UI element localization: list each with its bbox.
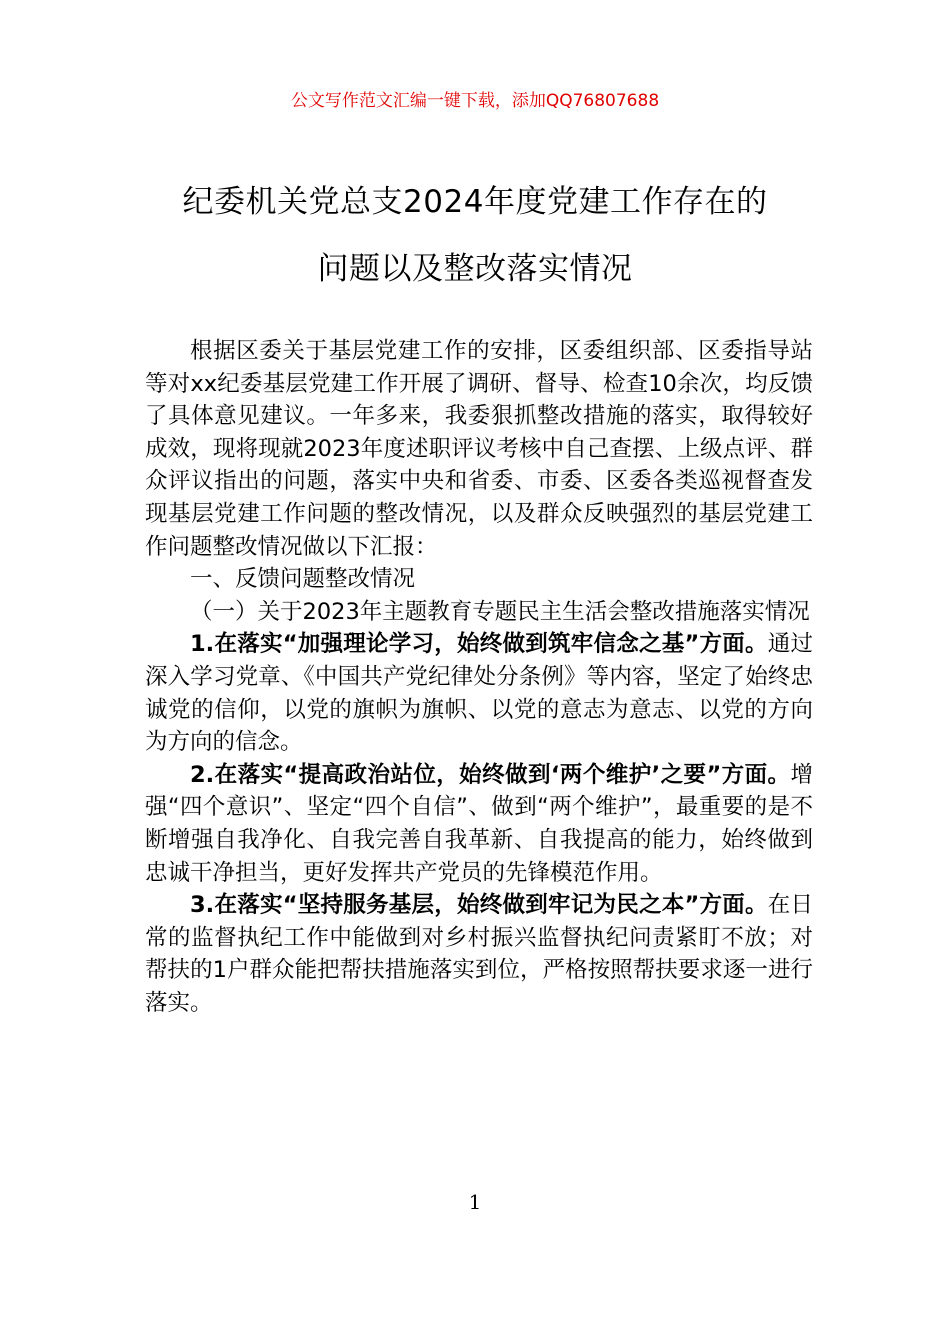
document-title-line-1: 纪委机关党总支2024年度党建工作存在的 (182, 184, 768, 220)
paragraph-text: 在日常的监督执纪工作中能做到对乡村振兴监督执纪问责紧盯不放；对帮扶的1户群众能把帮扶措施落实到位，严格按照帮扶要求逐一进行落实。 (145, 892, 813, 1016)
paragraph-text: 通过深入学习党章、《中国共产党纪律处分条例》等内容，坚定了始终忠诚党的信仰，以党的旗帜为旗帜、以党的意志为意志、以党的方向为方向的信念。 (145, 631, 813, 756)
header-note: 公文写作范文汇编一键下载，添加QQ76807688 (290, 91, 660, 111)
paragraph-lead: 3.在落实“坚持服务基层，始终做到牢记为民之本”方面。 (190, 892, 768, 919)
paragraph-text: 增强“四个意识”、坚定“四个自信”、做到“两个维护”，最重要的是不断增强自我净化、自我完善自我革新、自我提高的能力，始终做到忠诚干净担当，更好发挥共产党员的先锋模范作用。 (145, 761, 813, 886)
subsection-heading-1 (145, 596, 813, 629)
paragraph-text: 一、反馈问题整改情况 (190, 566, 416, 593)
document-body (145, 335, 813, 1019)
document-title-line-2: 问题以及整改落实情况 (317, 251, 633, 287)
paragraph-item-2 (145, 759, 813, 889)
paragraph-lead: 1.在落实“加强理论学习，始终做到筑牢信念之基”方面。 (190, 631, 768, 658)
paragraph-text: 根据区委关于基层党建工作的安排，区委组织部、区委指导站等对xx纪委基层党建工作开展了调研、督导、检查10余次，均反馈了具体意见建议。一年多来，我委狠抓整改措施的落实，取得较好成效，现将现就2023年度述职评议考核中自己查摆、上级点评、群众评议指出的问题，落实中央和省委、市委、区委各类巡视督查发现基层党建工作问题的整改情况，以及群众反映强烈的基层党建工作问题整改情况做以下汇报： (145, 338, 813, 560)
paragraph-lead: 2.在落实“提高政治站位，始终做到‘两个维护’之要”方面。 (190, 761, 791, 788)
page-number: 1 (468, 1190, 482, 1214)
section-heading-1 (145, 563, 813, 596)
paragraph-item-3 (145, 889, 813, 1019)
paragraph-item-1 (145, 628, 813, 758)
paragraph-text: （一）关于2023年主题教育专题民主生活会整改措施落实情况 (190, 598, 810, 625)
paragraph-intro (145, 335, 813, 563)
